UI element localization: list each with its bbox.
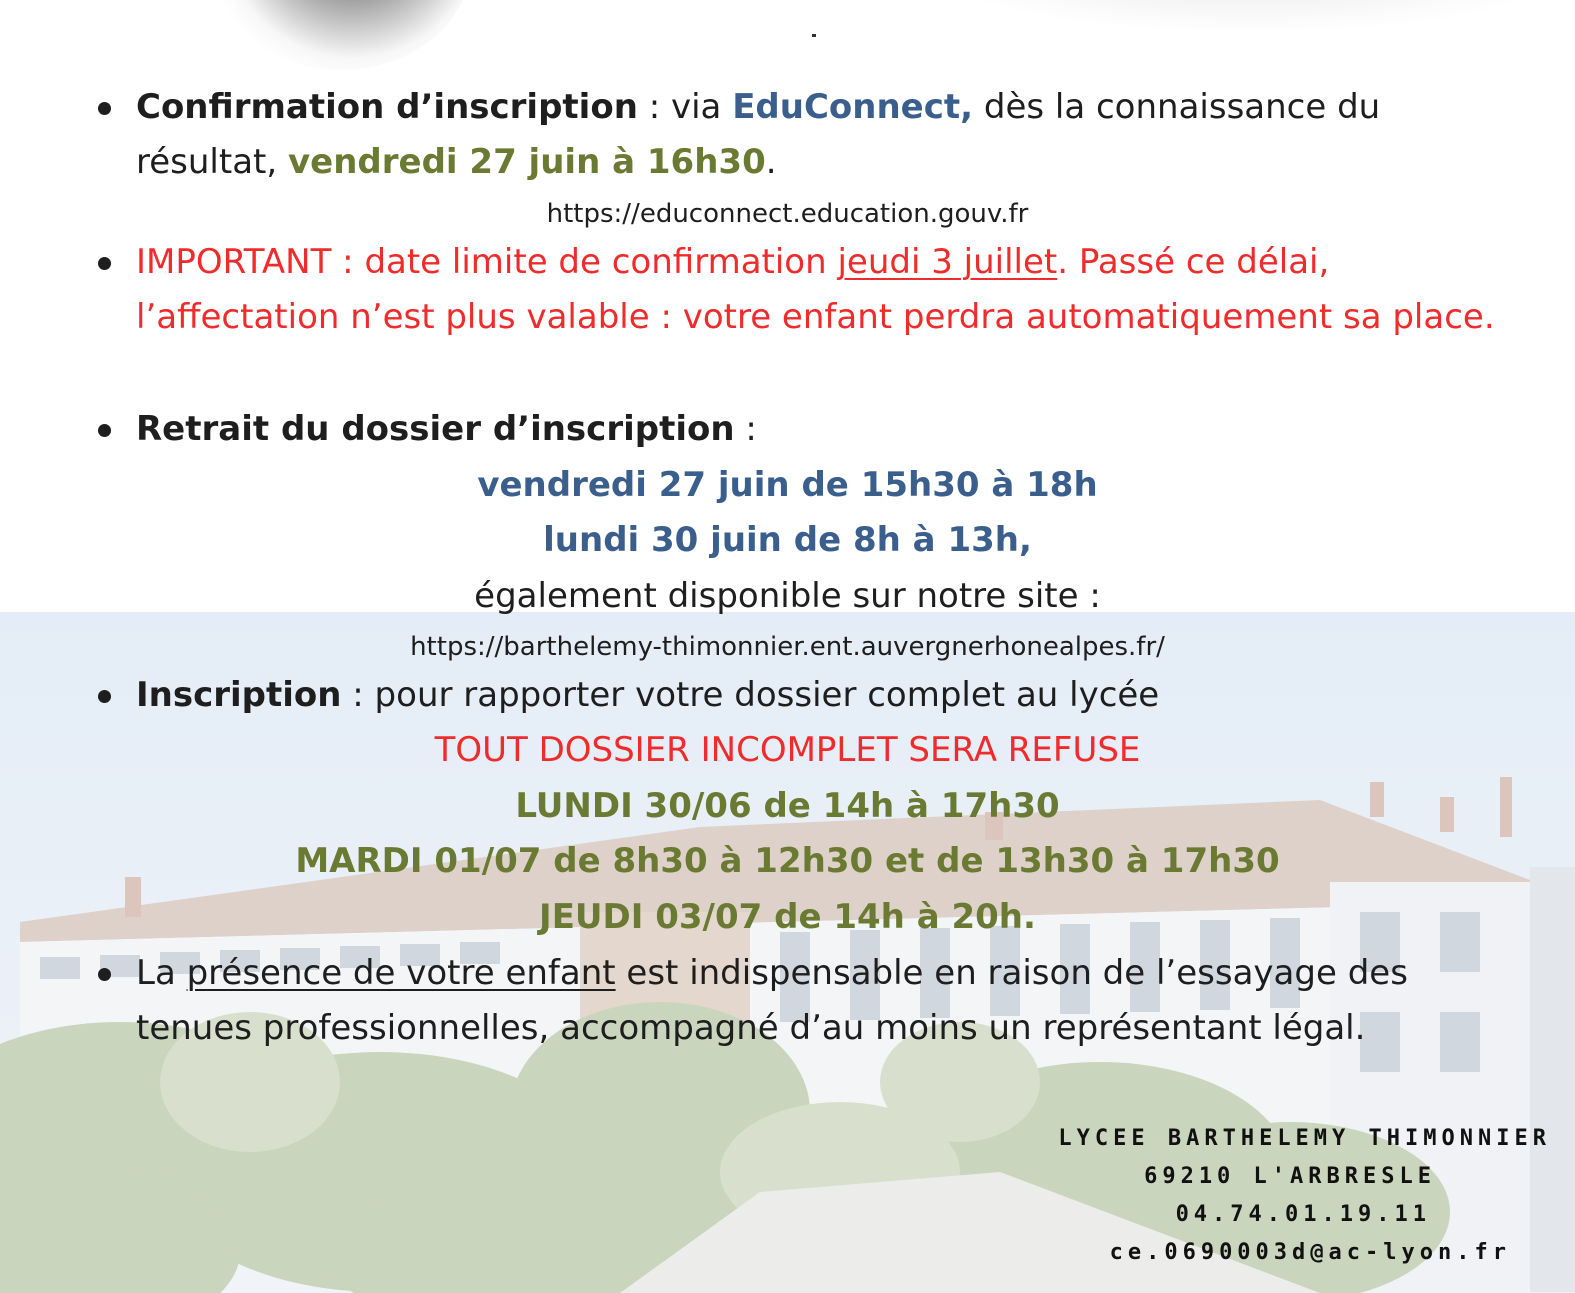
important-deadline: jeudi 3 juillet <box>837 242 1058 282</box>
bullet-inscription <box>98 668 1518 723</box>
confirmation-text: dès la connaissance du résultat, <box>136 87 1381 182</box>
school-email[interactable]: ce.0690003d@ac-lyon.fr <box>1109 1240 1511 1265</box>
bullet-confirmation <box>98 80 1518 190</box>
incomplete-warning: TOUT DOSSIER INCOMPLET SERA REFUSE <box>434 730 1141 770</box>
retrait-slot-2: lundi 30 juin de 8h à 13h, <box>543 520 1032 560</box>
educonnect-name: EduConnect, <box>732 87 974 127</box>
important-text-2: . Passé ce délai, l’affectation n’est plus valable : votre enfant perdra automatiquement sa place. <box>136 242 1495 337</box>
inscription-slot-3: JEUDI 03/07 de 14h à 20h. <box>539 897 1036 937</box>
bullet-dot-icon <box>98 102 111 115</box>
bullet-dot-icon <box>98 257 111 270</box>
bullet-dot-icon <box>98 690 111 703</box>
inscription-slot-1: LUNDI 30/06 de 14h à 17h30 <box>515 786 1060 826</box>
retrait-slot-1: vendredi 27 juin de 15h30 à 18h <box>477 465 1098 505</box>
confirmation-sep: : via <box>637 87 733 127</box>
school-city: 69210 L'ARBRESLE <box>1144 1164 1436 1189</box>
presence-text-1: La <box>136 953 187 993</box>
school-contact <box>1058 1120 1551 1272</box>
school-phone: 04.74.01.19.11 <box>1175 1202 1431 1227</box>
retrait-also-text: également disponible sur notre site : <box>474 576 1101 616</box>
bullet-dot-icon <box>98 968 111 981</box>
confirmation-label: Confirmation d’inscription <box>136 87 638 127</box>
bullet-dot-icon <box>98 424 111 437</box>
presence-underlined: présence de votre enfant <box>186 953 616 993</box>
inscription-label: Inscription <box>136 675 342 715</box>
presence-text-2: est indispensable en raison de l’essayage des tenues professionnelles, accompagné d’au moins un représentant légal. <box>136 953 1408 1048</box>
retrait-sep: : <box>734 409 757 449</box>
bullet-retrait <box>98 402 1518 457</box>
bullet-important <box>98 235 1518 345</box>
bullet-presence <box>98 946 1518 1056</box>
inscription-text: : pour rapporter votre dossier complet au lycée <box>341 675 1160 715</box>
inscription-slot-2: MARDI 01/07 de 8h30 à 12h30 et de 13h30 à 17h30 <box>295 841 1280 881</box>
ent-url[interactable]: https://barthelemy-thimonnier.ent.auvergnerhonealpes.fr/ <box>410 632 1165 662</box>
confirmation-end: . <box>765 142 777 182</box>
school-name: LYCEE BARTHELEMY THIMONNIER <box>1058 1126 1551 1151</box>
important-text-1: IMPORTANT : date limite de confirmation <box>136 242 838 282</box>
retrait-label: Retrait du dossier d’inscription <box>136 409 735 449</box>
educonnect-url[interactable]: https://educonnect.education.gouv.fr <box>546 199 1029 229</box>
confirmation-date: vendredi 27 juin à 16h30 <box>287 142 766 182</box>
